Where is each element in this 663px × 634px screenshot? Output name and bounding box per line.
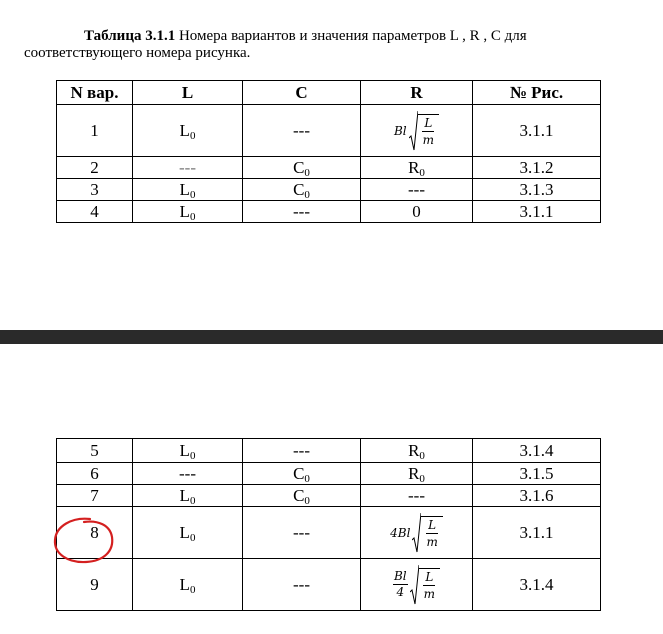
- cell-variant: 4: [57, 201, 133, 223]
- cell-c: ---: [243, 201, 361, 223]
- cell-r: $R_0$: [361, 439, 473, 463]
- cell-l: $L_0$: [133, 507, 243, 559]
- cell-figure: 3.1.2: [473, 157, 601, 179]
- cell-variant: 5: [57, 439, 133, 463]
- header-l: L: [133, 81, 243, 105]
- caption-text-2: соответствующего номера рисунка.: [24, 45, 251, 61]
- table-row: [57, 463, 601, 485]
- sqrt-icon: [409, 110, 418, 152]
- variants-table-top: [56, 80, 601, 223]
- cell-variant: 1: [57, 105, 133, 157]
- cell-variant: 9: [57, 559, 133, 611]
- cell-variant: 2: [57, 157, 133, 179]
- variants-table-bottom: [56, 438, 601, 611]
- cell-figure: 3.1.6: [473, 485, 601, 507]
- cell-l: $L_0$: [133, 179, 243, 201]
- sqrt-icon: [410, 564, 419, 606]
- table-row: [57, 507, 601, 559]
- table-row: [57, 157, 601, 179]
- table-row: [57, 485, 601, 507]
- cell-l: $L_0$: [133, 485, 243, 507]
- cell-r-formula: $\frac{Bl}{4}$ $\frac{L}{m}$: [361, 559, 473, 611]
- table-row: [57, 179, 601, 201]
- cell-c: ---: [243, 507, 361, 559]
- header-c: C: [243, 81, 361, 105]
- formula-coef: 4Bl: [390, 525, 411, 540]
- cell-variant: 8: [57, 507, 133, 559]
- header-variant: N вар.: [57, 81, 133, 105]
- cell-c: $C_0$: [243, 463, 361, 485]
- table-caption: [24, 28, 636, 62]
- cell-l: $L_0$: [133, 439, 243, 463]
- cell-r: $R_0$: [361, 463, 473, 485]
- cell-c: $C_0$: [243, 179, 361, 201]
- caption-text-1: Номера вариантов и значения параметров L , R , C для: [175, 28, 527, 44]
- header-row: [57, 81, 601, 105]
- cell-figure: 3.1.4: [473, 559, 601, 611]
- cell-l: $L_0$: [133, 201, 243, 223]
- cell-c: $C_0$: [243, 485, 361, 507]
- header-figure: № Рис.: [473, 81, 601, 105]
- table-row: [57, 559, 601, 611]
- page-separator: [0, 330, 663, 344]
- cell-figure: 3.1.1: [473, 201, 601, 223]
- cell-c: ---: [243, 439, 361, 463]
- cell-variant: 3: [57, 179, 133, 201]
- sqrt-icon: [412, 512, 421, 554]
- cell-figure: 3.1.3: [473, 179, 601, 201]
- formula-coef: Bl: [393, 123, 407, 138]
- cell-r-formula: 4Bl $\frac{L}{m}$: [361, 507, 473, 559]
- cell-r: 0: [361, 201, 473, 223]
- cell-figure: 3.1.1: [473, 105, 601, 157]
- table-row: [57, 439, 601, 463]
- cell-c: ---: [243, 105, 361, 157]
- cell-r: $R_0$: [361, 157, 473, 179]
- cell-c: $C_0$: [243, 157, 361, 179]
- cell-variant: 6: [57, 463, 133, 485]
- cell-l: ---: [133, 157, 243, 179]
- header-r: R: [361, 81, 473, 105]
- table-row: [57, 105, 601, 157]
- cell-figure: 3.1.1: [473, 507, 601, 559]
- cell-variant: 7: [57, 485, 133, 507]
- cell-l: ---: [133, 463, 243, 485]
- table-row: [57, 201, 601, 223]
- cell-l: $L_0$: [133, 559, 243, 611]
- cell-c: ---: [243, 559, 361, 611]
- cell-r: ---: [361, 179, 473, 201]
- cell-l: $L_0$: [133, 105, 243, 157]
- caption-label: Таблица 3.1.1: [84, 28, 176, 44]
- cell-r-formula: Bl $\frac{L}{m}$: [361, 105, 473, 157]
- cell-r: ---: [361, 485, 473, 507]
- cell-figure: 3.1.5: [473, 463, 601, 485]
- cell-figure: 3.1.4: [473, 439, 601, 463]
